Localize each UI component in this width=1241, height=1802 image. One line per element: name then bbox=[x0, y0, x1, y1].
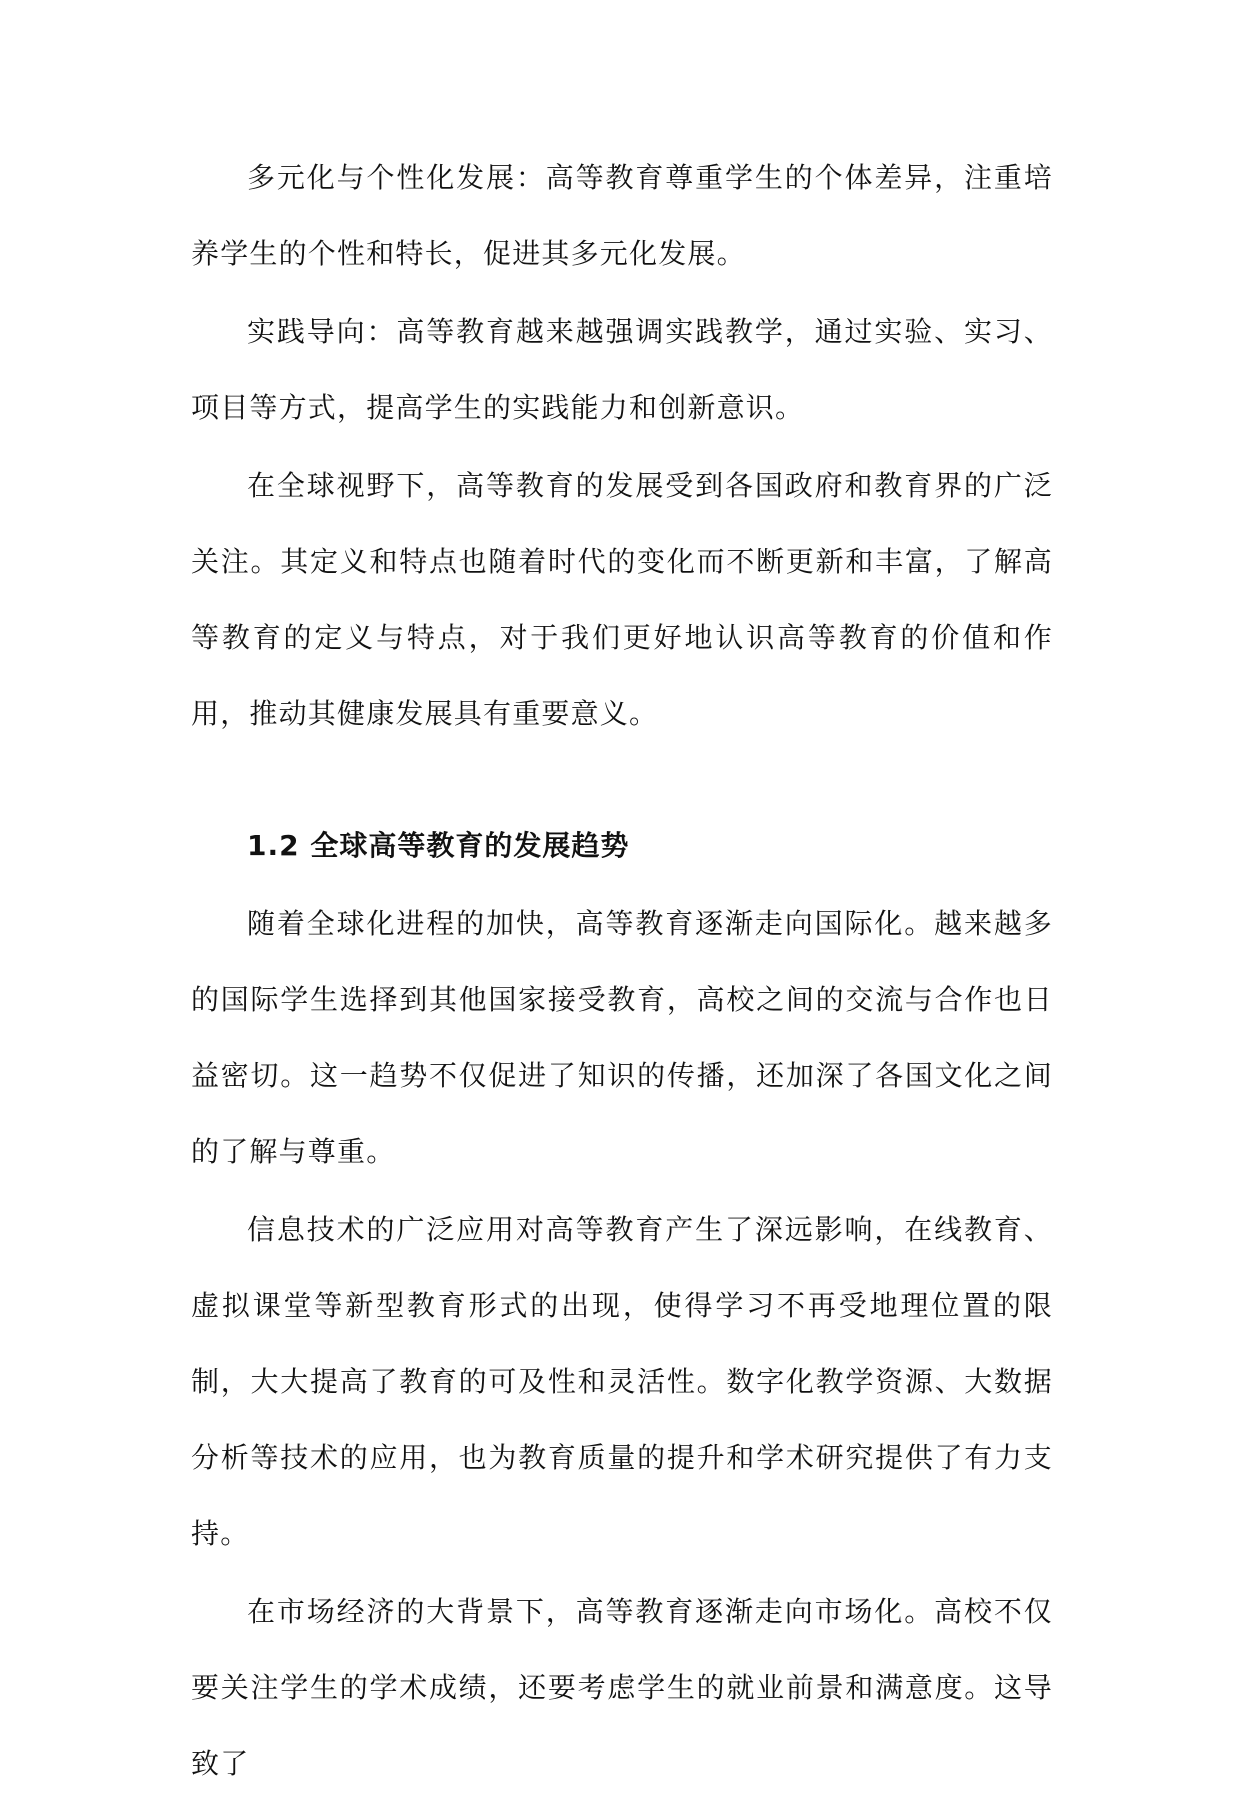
document-page bbox=[191, 140, 1053, 1802]
section-heading: 1.2 全球高等教育的发展趋势 bbox=[247, 829, 630, 862]
paragraph-diversification: 多元化与个性化发展：高等教育尊重学生的个体差异，注重培养学生的个性和特长，促进其多元化发展。 bbox=[191, 161, 1053, 270]
paragraph-global-perspective: 在全球视野下，高等教育的发展受到各国政府和教育界的广泛关注。其定义和特点也随着时代的变化而不断更新和丰富，了解高等教育的定义与特点，对于我们更好地认识高等教育的价值和作用，推动其健康发展具有重要意义。 bbox=[191, 469, 1053, 730]
paragraph-internationalization: 随着全球化进程的加快，高等教育逐渐走向国际化。越来越多的国际学生选择到其他国家接受教育，高校之间的交流与合作也日益密切。这一趋势不仅促进了知识的传播，还加深了各国文化之间的了解与尊重。 bbox=[191, 907, 1053, 1168]
paragraph-marketization: 在市场经济的大背景下，高等教育逐渐走向市场化。高校不仅要关注学生的学术成绩，还要考虑学生的就业前景和满意度。这导致了 bbox=[191, 1595, 1053, 1780]
paragraph-information-technology: 信息技术的广泛应用对高等教育产生了深远影响，在线教育、虚拟课堂等新型教育形式的出现，使得学习不再受地理位置的限制，大大提高了教育的可及性和灵活性。数字化教学资源、大数据分析等技术的应用，也为教育质量的提升和学术研究提供了有力支持。 bbox=[191, 1213, 1053, 1550]
paragraph-practice-orientation: 实践导向：高等教育越来越强调实践教学，通过实验、实习、项目等方式，提高学生的实践能力和创新意识。 bbox=[191, 315, 1053, 424]
